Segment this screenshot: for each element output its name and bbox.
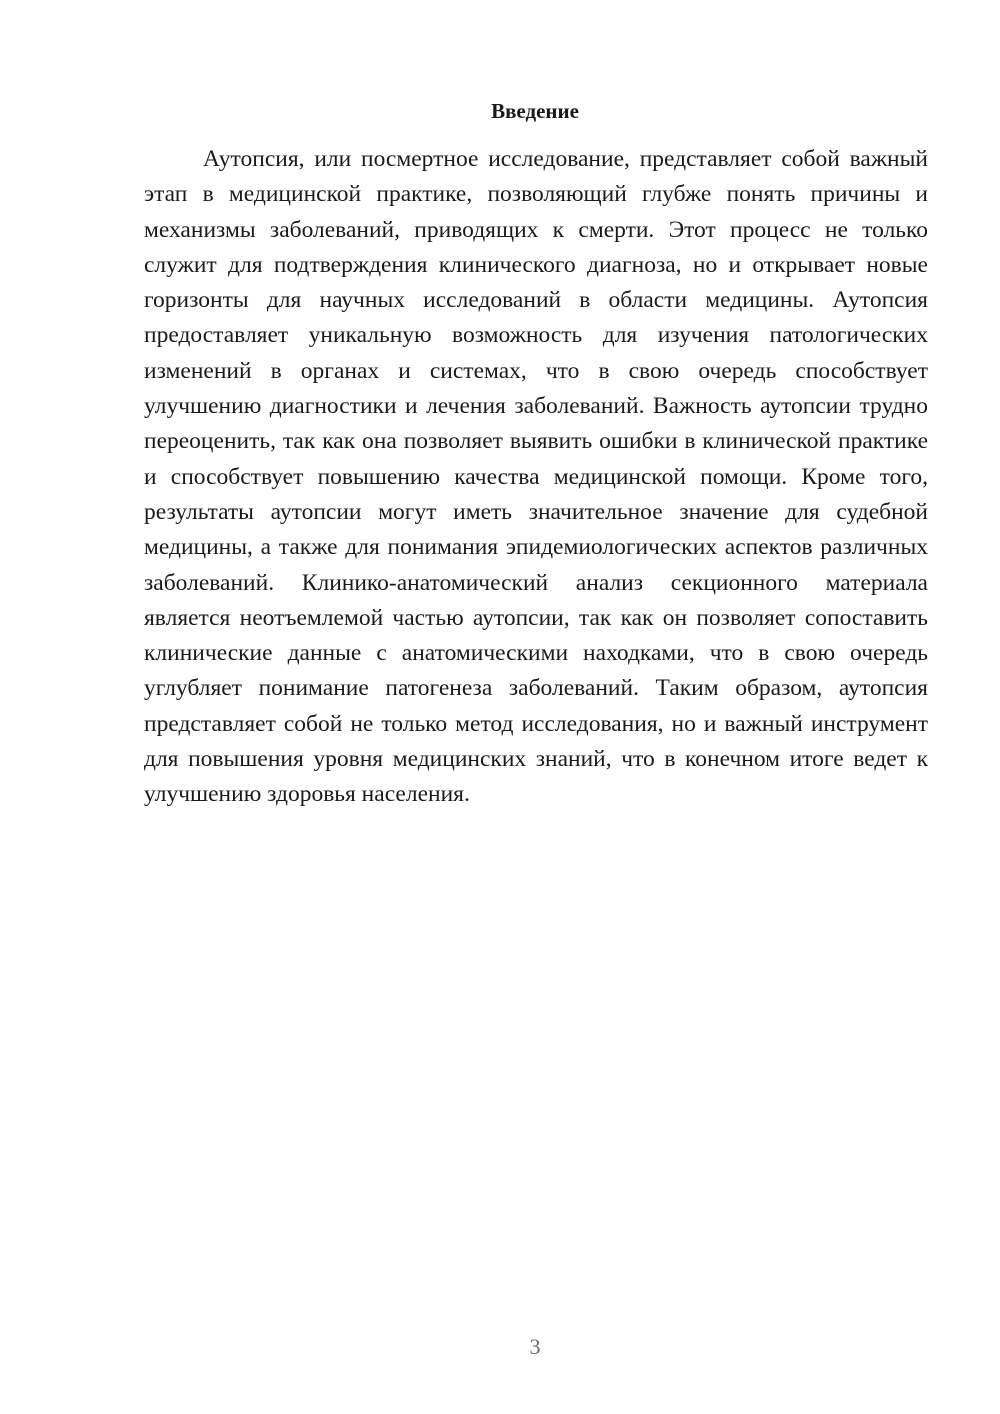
introduction-paragraph: Аутопсия, или посмертное исследование, представляет собой важный этап в медицинской практике, позволяющий глубже понять причины и механизмы заболеваний, приводящих к смерти. Этот процесс не только служит для подтверждения клинического диагноза, но и открывает новые горизонты для научных исследований в области медицины. Аутопсия предоставляет уникальную возможность для изучения патологических изменений в органах и системах, что в свою очередь способствует улучшению диагностики и лечения заболеваний. Важность аутопсии трудно переоценить, так как она позволяет выявить ошибки в клинической практике и способствует повышению качества медицинской помощи. Кроме того, результаты аутопсии могут иметь значительное значение для судебной медицины, а также для понимания эпидемиологических аспектов различных заболеваний. Клинико-анатомический анализ секционного материала является неотъемлемой частью аутопсии, так как он позволяет сопоставить клинические данные с анатомическими находками, что в свою очередь углубляет понимание патогенеза заболеваний. Таким образом, аутопсия представляет собой не только метод исследования, но и важный инструмент для повышения уровня медицинских знаний, что в конечном итоге ведет к улучшению здоровья населения. (144, 146, 928, 808)
section-heading: Введение (491, 99, 579, 123)
page-number: 3 (529, 1334, 541, 1359)
